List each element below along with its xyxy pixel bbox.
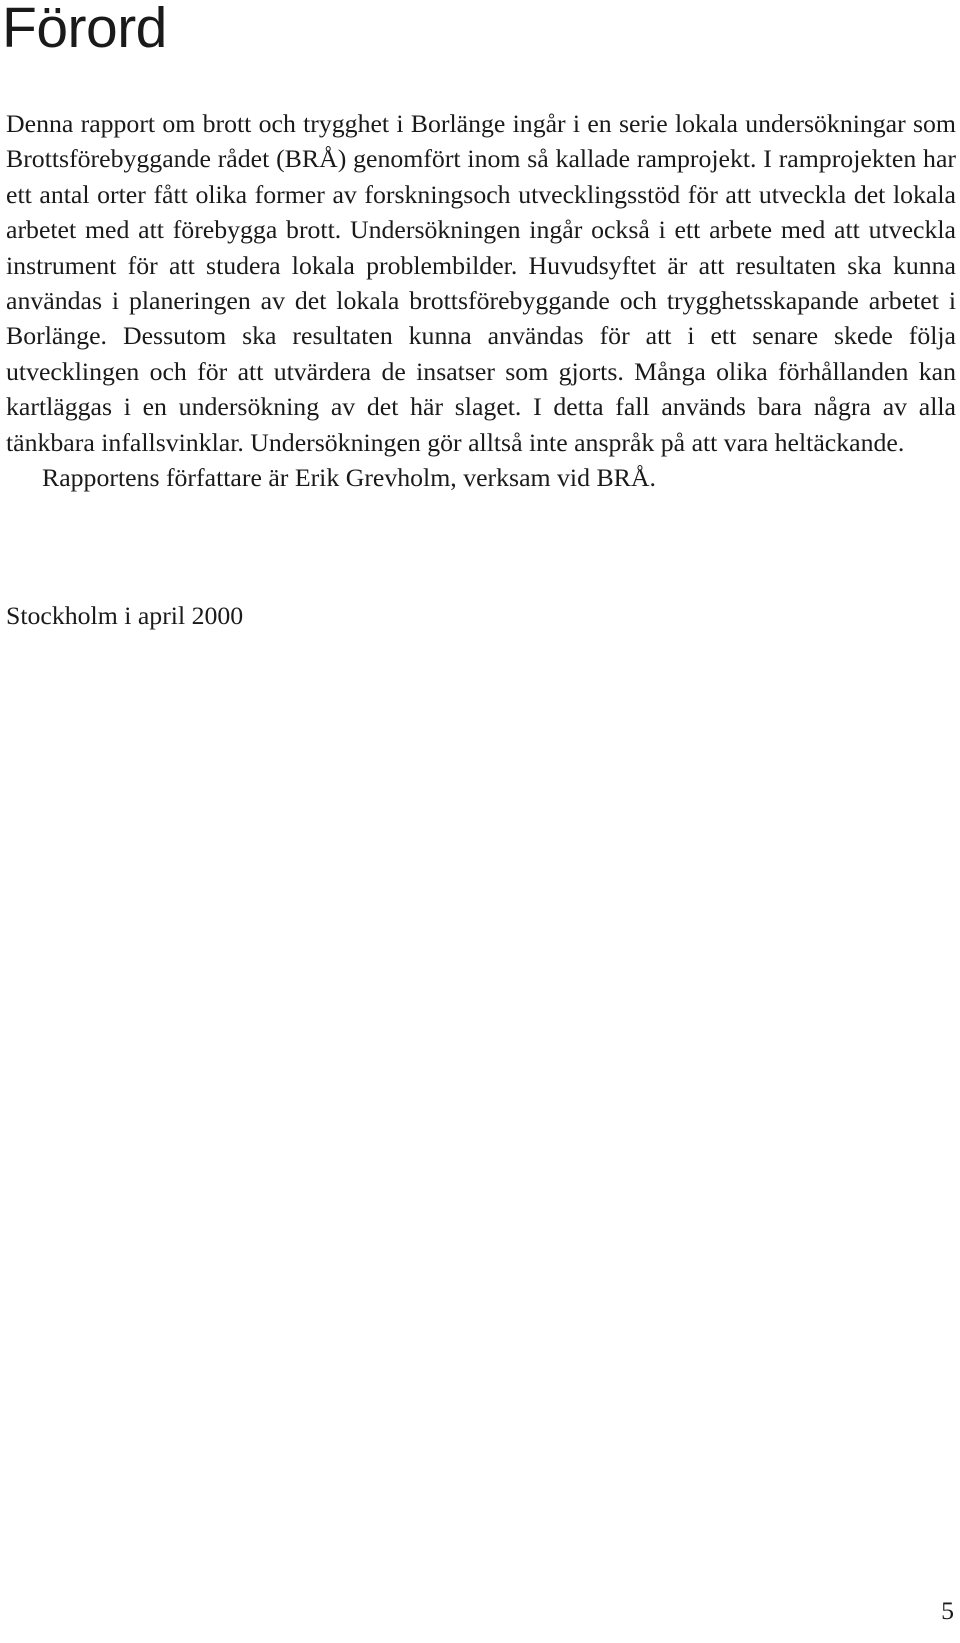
body-text: [6, 106, 956, 495]
page-number: 5: [941, 1596, 954, 1625]
paragraph-intro: Denna rapport om brott och trygghet i Borlänge ingår i en serie lokala undersökningar som Brottsförebyggande rådet (BRÅ) genomfört inom så kallade ramprojekt. I ramprojekten har ett antal orter fått olika former av forskningsoch utvecklingsstöd för att utveckla det lokala arbetet med att förebygga brott. Undersökningen ingår också i ett arbete med att utveckla instrument för att studera lokala problembilder. Huvudsyftet är att resultaten ska kunna användas i planeringen av det lokala brottsförebyggande och trygghetsskapande arbetet i Borlänge. Dessutom ska resultaten kunna användas för att i ett senare skede följa utvecklingen och för att utvärdera de insatser som gjorts. Många olika förhållanden kan kartläggas i en undersökning av det här slaget. I detta fall används bara några av alla tänkbara infallsvinklar. Undersökningen gör alltså inte anspråk på att vara heltäckande.: [6, 109, 956, 457]
page-title: Förord: [2, 0, 167, 60]
dateline: Stockholm i april 2000: [6, 601, 244, 630]
paragraph-author: Rapportens författare är Erik Grevholm, verksam vid BRÅ.: [42, 463, 656, 493]
